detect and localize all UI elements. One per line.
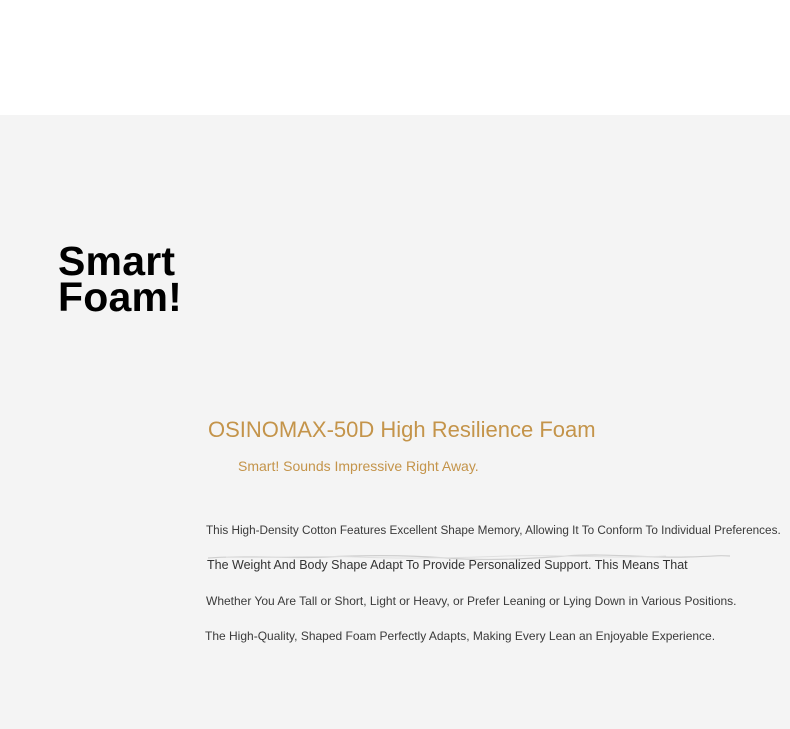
description-line-3: Whether You Are Tall or Short, Light or Heavy, or Prefer Leaning or Lying Down in Various Positions.	[206, 594, 737, 608]
description-line-4: The High-Quality, Shaped Foam Perfectly Adapts, Making Every Lean an Enjoyable Experience.	[205, 629, 716, 643]
section-headline	[58, 238, 182, 320]
headline-line-2: Foam!	[58, 274, 182, 320]
headline-line-1: Smart	[58, 238, 176, 284]
product-title: OSINOMAX-50D High Resilience Foam	[208, 417, 596, 442]
top-blank-band	[0, 0, 790, 115]
description-line-1: This High-Density Cotton Features Excellent Shape Memory, Allowing It To Conform To Individual Preferences.	[206, 524, 781, 537]
smart-foam-section	[0, 115, 790, 729]
product-tagline: Smart! Sounds Impressive Right Away.	[238, 458, 479, 474]
description-line-2: The Weight And Body Shape Adapt To Provide Personalized Support. This Means That	[207, 558, 688, 572]
